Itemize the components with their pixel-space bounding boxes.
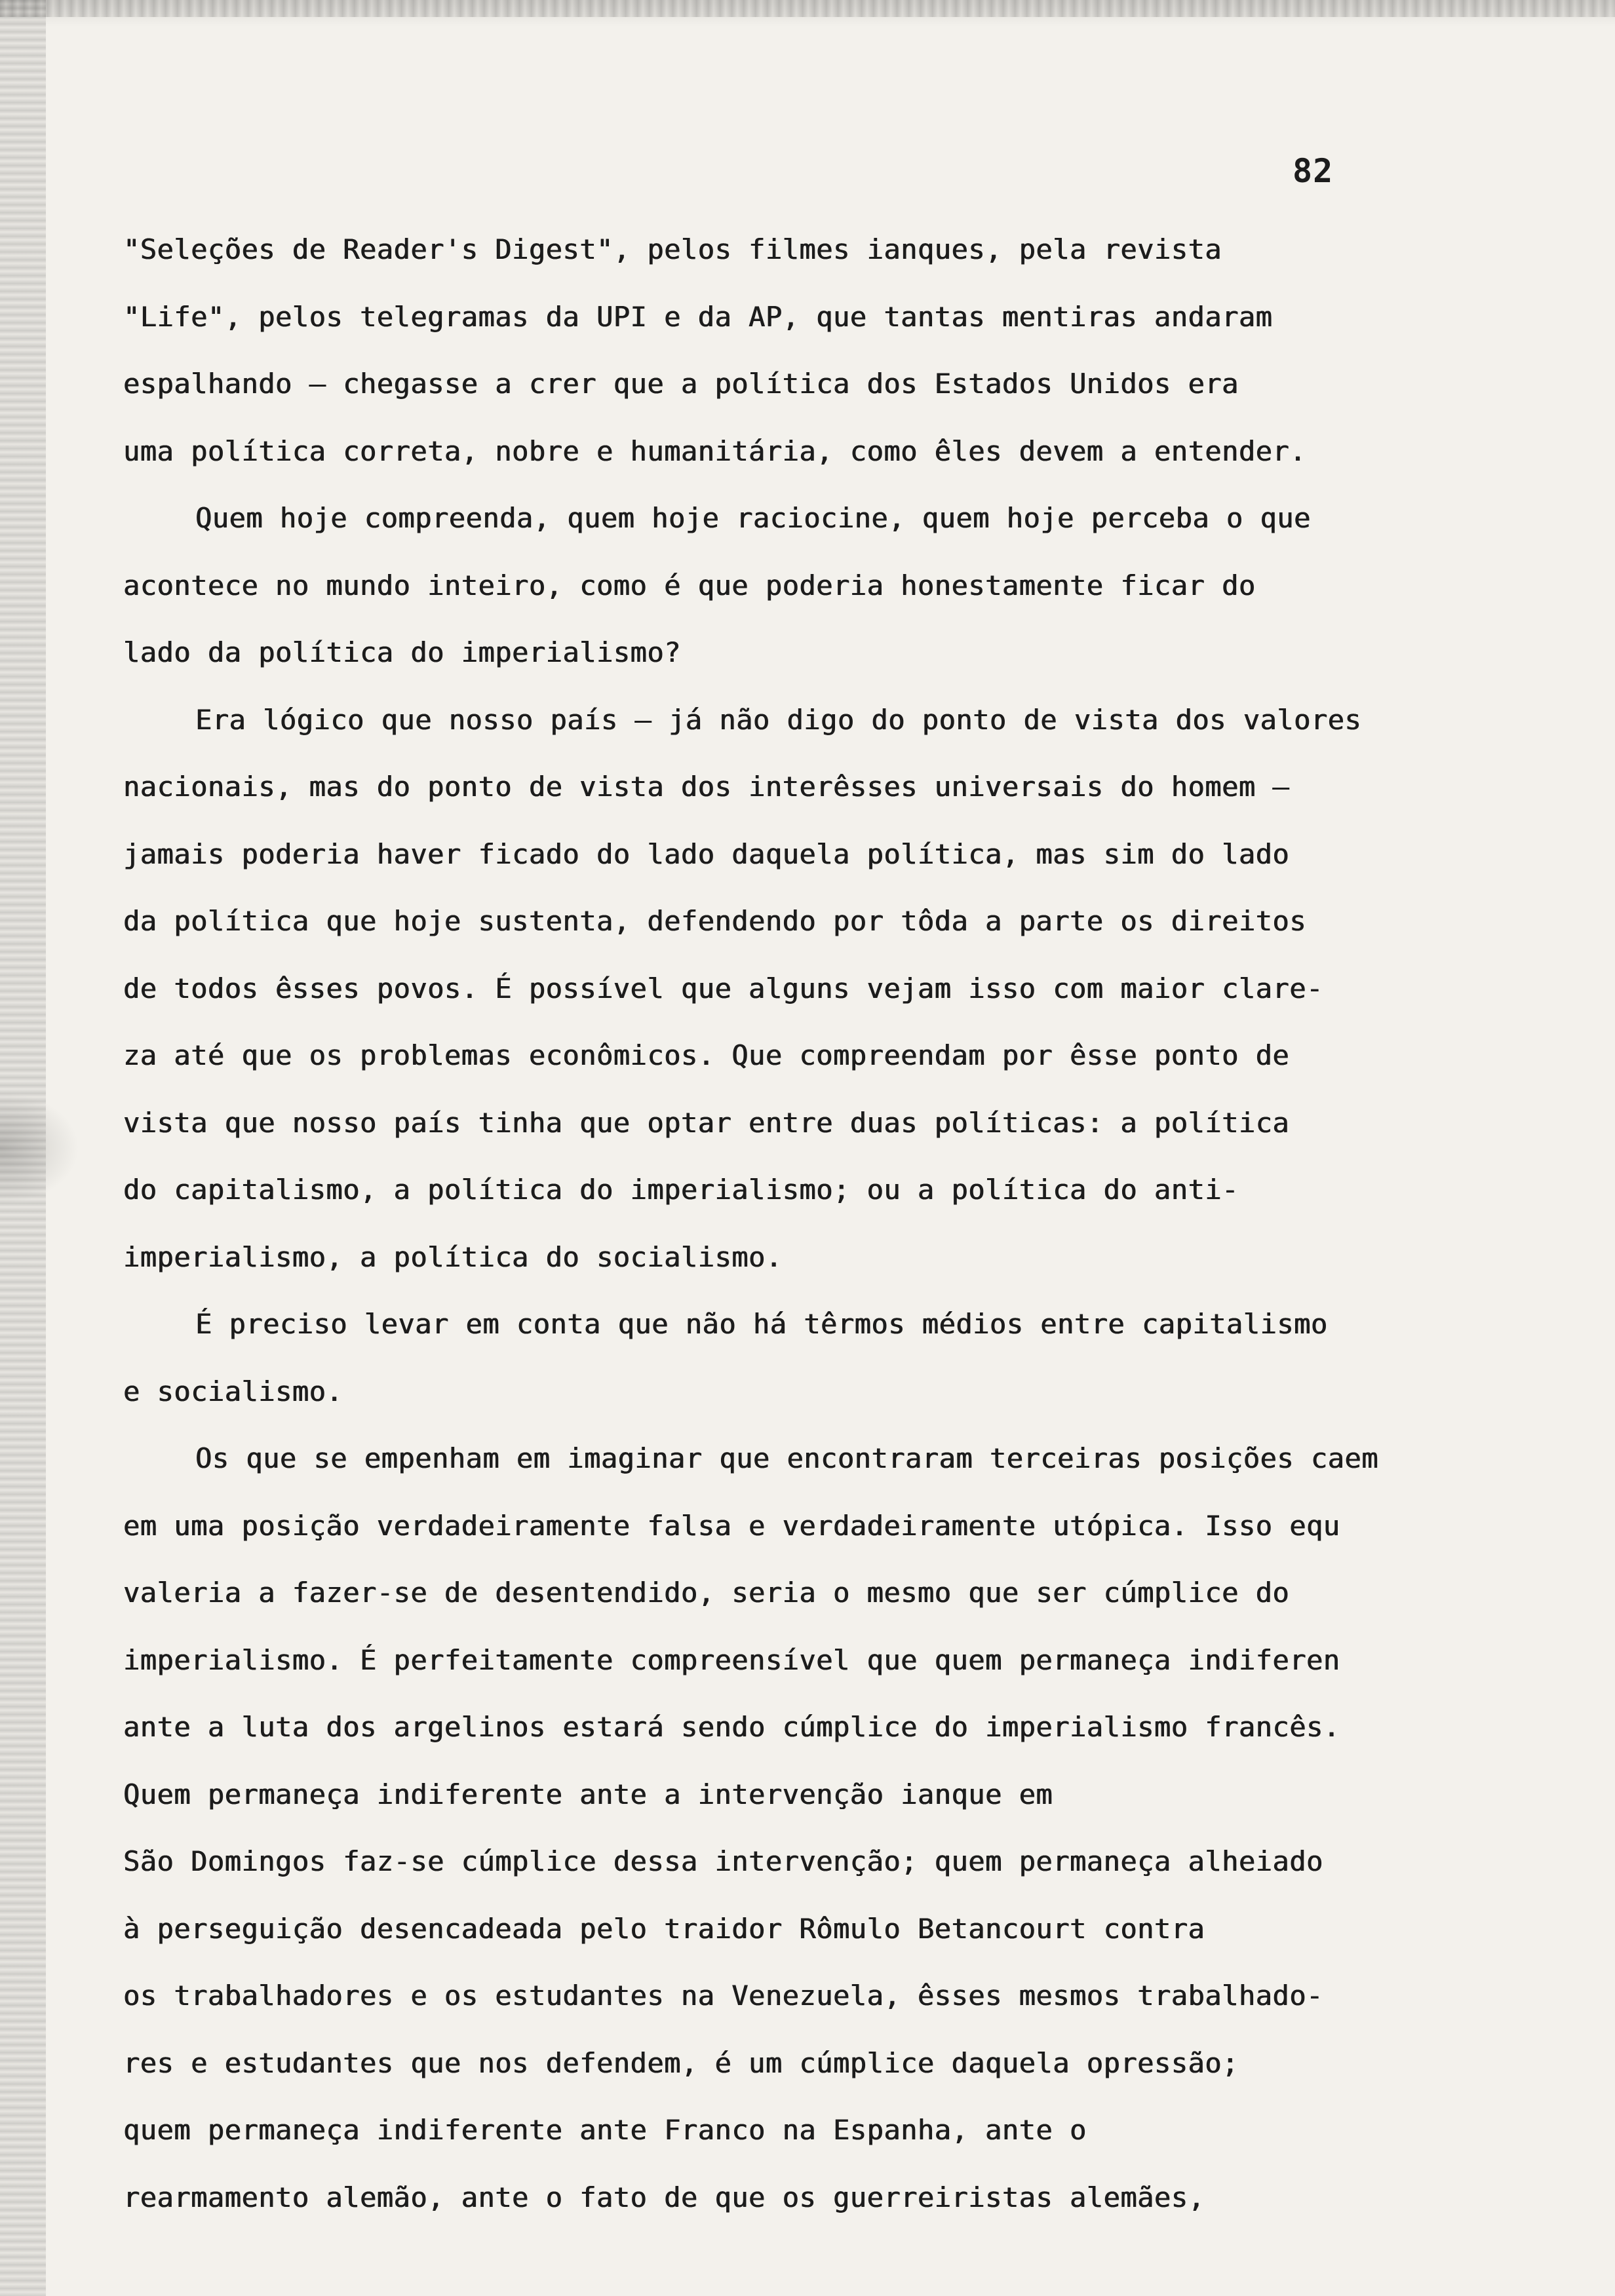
- text-line: Era lógico que nosso país – já não digo do ponto de vista dos valores: [195, 703, 1362, 736]
- body-text: [123, 216, 1585, 2231]
- text-line: "Life", pelos telegramas da UPI e da AP, que tantas mentiras andaram: [123, 300, 1273, 333]
- text-line: Quem permaneça indiferente ante a intervenção ianque em: [123, 1778, 1053, 1810]
- text-line: lado da política do imperialismo?: [123, 636, 681, 668]
- text-line: espalhando – chegasse a crer que a política dos Estados Unidos era: [123, 368, 1239, 400]
- text-line: os trabalhadores e os estudantes na Venezuela, êsses mesmos trabalhado-: [123, 1980, 1323, 2012]
- text-line: Quem hoje compreenda, quem hoje raciocine, quem hoje perceba o que: [195, 502, 1311, 534]
- text-line: quem permaneça indiferente ante Franco na Espanha, ante o: [123, 2114, 1087, 2146]
- text-line: Os que se empenham em imaginar que encontraram terceiras posições caem: [195, 1442, 1379, 1474]
- text-line: jamais poderia haver ficado do lado daquela política, mas sim do lado: [123, 837, 1290, 870]
- text-line: do capitalismo, a política do imperialismo; ou a política do anti-: [123, 1174, 1239, 1206]
- text-line: res e estudantes que nos defendem, é um cúmplice daquela opressão;: [123, 2046, 1239, 2079]
- text-line: valeria a fazer-se de desentendido, seria o mesmo que ser cúmplice do: [123, 1577, 1290, 1609]
- text-line: imperialismo, a política do socialismo.: [123, 1240, 783, 1273]
- text-line: vista que nosso país tinha que optar entre duas políticas: a política: [123, 1106, 1290, 1139]
- text-line: acontece no mundo inteiro, como é que poderia honestamente ficar do: [123, 569, 1256, 602]
- text-line: uma política correta, nobre e humanitária, como êles devem a entender.: [123, 434, 1307, 467]
- text-line: nacionais, mas do ponto de vista dos interêsses universais do homem –: [123, 771, 1290, 803]
- text-line: imperialismo. É perfeitamente compreensível que quem permaneça indiferen: [123, 1643, 1340, 1676]
- text-line: É preciso levar em conta que não há têrmos médios entre capitalismo: [195, 1308, 1328, 1340]
- scan-left-edge: [0, 0, 46, 2296]
- text-line: São Domingos faz-se cúmplice dessa intervenção; quem permaneça alheiado: [123, 1845, 1323, 1877]
- text-line: em uma posição verdadeiramente falsa e verdadeiramente utópica. Isso equ: [123, 1509, 1340, 1542]
- page-number: 82: [1293, 152, 1334, 190]
- text-line: ante a luta dos argelinos estará sendo cúmplice do imperialismo francês.: [123, 1711, 1340, 1743]
- text-line: de todos êsses povos. É possível que alguns vejam isso com maior clare-: [123, 972, 1323, 1004]
- scan-top-edge: [0, 0, 1615, 17]
- text-line: za até que os problemas econômicos. Que compreendam por êsse ponto de: [123, 1039, 1290, 1071]
- text-line: rearmamento alemão, ante o fato de que os guerreiristas alemães,: [123, 2181, 1205, 2213]
- text-line: e socialismo.: [123, 1375, 343, 1407]
- text-line: da política que hoje sustenta, defendendo por tôda a parte os direitos: [123, 905, 1307, 937]
- text-line: "Seleções de Reader's Digest", pelos filmes ianques, pela revista: [123, 233, 1222, 265]
- text-line: à perseguição desencadeada pelo traidor Rômulo Betancourt contra: [123, 1912, 1205, 1945]
